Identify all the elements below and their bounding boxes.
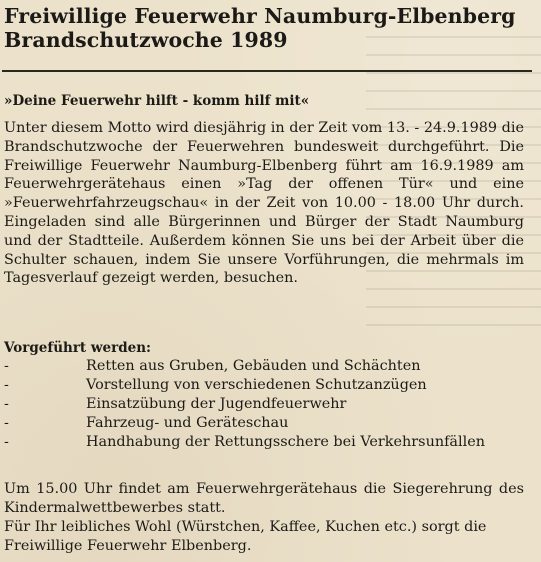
list-item — [4, 357, 524, 376]
list-item — [4, 433, 524, 452]
list-dash: - — [4, 358, 9, 374]
list-dash: - — [4, 434, 9, 450]
list-item — [4, 414, 524, 433]
list-dash: - — [4, 415, 9, 431]
article-headline — [4, 4, 516, 52]
list-item-text: Fahrzeug- und Geräteschau — [86, 415, 289, 431]
headline-line-2: Brandschutzwoche 1989 — [4, 28, 288, 52]
list-item — [4, 395, 524, 414]
list-dash: - — [4, 396, 9, 412]
list-item-text: Handhabung der Rettungsschere bei Verkehrsunfällen — [86, 434, 485, 450]
list-item-text: Einsatzübung der Jugendfeuerwehr — [86, 396, 347, 412]
list-item-text: Vorstellung von verschiedenen Schutzanzügen — [86, 377, 427, 393]
article-intro-paragraph: Unter diesem Motto wird diesjährig in der Zeit vom 13. - 24.9.1989 die Brandschutzwoche der Feuerwehren bundesweit durchgeführt. Die Freiwillige Feuerwehr Naumburg-Elbenberg führt am 16.9.1989 am Feuerwehrgerätehaus einen »Tag der offenen Tür« und eine »Feuerwehrfahrzeugschau« in der Zeit von 10.00 - 18.00 Uhr durch. Eingeladen sind alle Bürgerinnen und Bürger der Stadt Naumburg und der Stadtteile. Außerdem können Sie uns bei der Arbeit über die Schulter schauen, indem Sie unsere Vorführungen, die mehrmals im Tagesverlauf gezeigt werden, besuchen. — [4, 120, 524, 287]
demonstrations-heading: Vorgeführt werden: — [4, 340, 152, 356]
article-motto: »Deine Feuerwehr hilft - komm hilf mit« — [4, 93, 310, 109]
demonstrations-list — [4, 357, 524, 452]
headline-divider — [2, 70, 532, 72]
list-item — [4, 376, 524, 395]
catering-paragraph: Für Ihr leibliches Wohl (Würstchen, Kaffee, Kuchen etc.) sorgt die Freiwillige Feuerwehr Elbenberg. — [4, 519, 487, 554]
list-dash: - — [4, 377, 9, 393]
headline-line-1: Freiwillige Feuerwehr Naumburg-Elbenberg — [4, 4, 516, 28]
list-item-text: Retten aus Gruben, Gebäuden und Schächten — [86, 358, 421, 374]
award-ceremony-paragraph: Um 15.00 Uhr findet am Feuerwehrgerätehaus die Siegerehrung des Kindermalwettbewerbes statt. — [4, 481, 524, 516]
